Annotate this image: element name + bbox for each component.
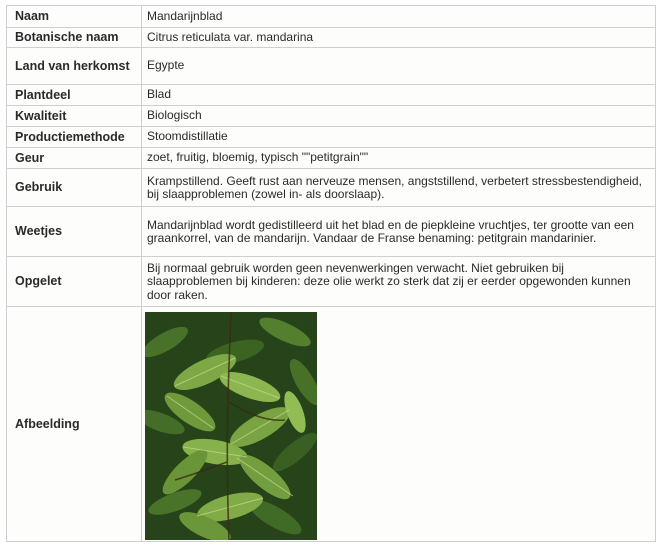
product-info-table (6, 5, 656, 542)
mandarin-leaves-photo (145, 312, 317, 540)
label-afbeelding: Afbeelding (7, 307, 142, 542)
row-plantdeel (7, 85, 656, 106)
row-kwaliteit (7, 106, 656, 127)
label-gebruik: Gebruik (7, 169, 142, 207)
label-plantdeel: Plantdeel (7, 85, 142, 106)
label-naam: Naam (7, 6, 142, 28)
label-kwaliteit: Kwaliteit (7, 106, 142, 127)
value-land-van-herkomst: Egypte (142, 48, 656, 85)
row-botanische-naam (7, 28, 656, 48)
value-kwaliteit: Biologisch (142, 106, 656, 127)
row-opgelet (7, 257, 656, 307)
row-productiemethode (7, 127, 656, 148)
row-land-van-herkomst (7, 48, 656, 85)
value-plantdeel: Blad (142, 85, 656, 106)
row-geur (7, 148, 656, 169)
row-gebruik (7, 169, 656, 207)
row-naam (7, 6, 656, 28)
label-botanische-naam: Botanische naam (7, 28, 142, 48)
value-opgelet: Bij normaal gebruik worden geen nevenwerkingen verwacht. Niet gebruiken bij slaapproblemen bij kinderen: deze olie werkt zo sterk dat zij er eerder opgewonden kunnen door raken. (142, 257, 656, 307)
label-land-van-herkomst: Land van herkomst (7, 48, 142, 85)
value-gebruik: Krampstillend. Geeft rust aan nerveuze mensen, angststillend, verbetert stressbestendigheid, bij slaapproblemen (zowel in- als doorslaap). (142, 169, 656, 207)
value-geur: zoet, fruitig, bloemig, typisch ""petitgrain"" (142, 148, 656, 169)
label-weetjes: Weetjes (7, 207, 142, 257)
product-sheet (6, 5, 656, 543)
value-productiemethode: Stoomdistillatie (142, 127, 656, 148)
row-weetjes (7, 207, 656, 257)
value-naam: Mandarijnblad (142, 6, 656, 28)
value-weetjes: Mandarijnblad wordt gedistilleerd uit het blad en de piepkleine vruchtjes, ter grootte van een graankorrel, van de mandarijn. Vandaar de Franse benaming: petitgrain mandarinier. (142, 207, 656, 257)
label-productiemethode: Productiemethode (7, 127, 142, 148)
label-geur: Geur (7, 148, 142, 169)
value-botanische-naam: Citrus reticulata var. mandarina (142, 28, 656, 48)
row-afbeelding (7, 307, 656, 542)
label-opgelet: Opgelet (7, 257, 142, 307)
